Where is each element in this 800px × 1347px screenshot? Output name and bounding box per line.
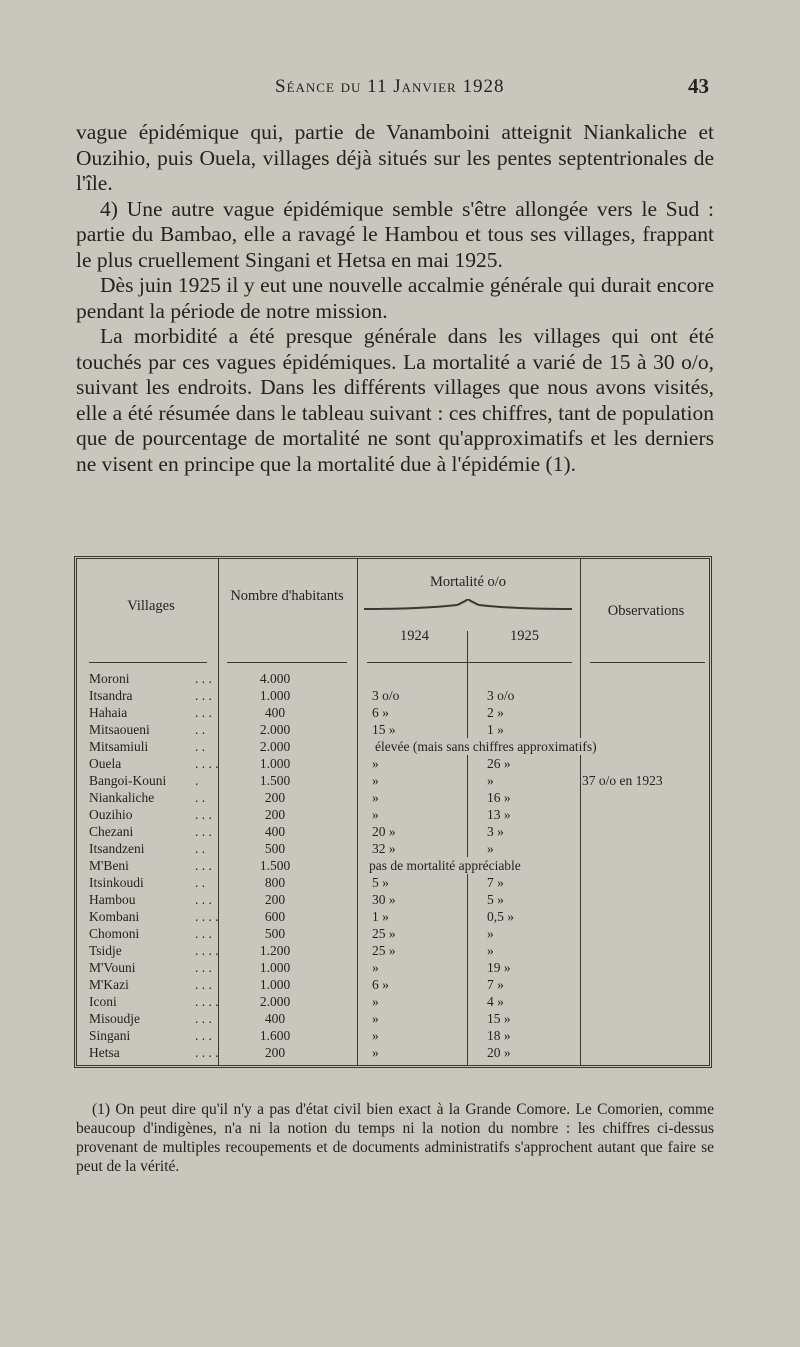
- habitants-cell: 1.500: [259, 773, 291, 788]
- leader-dots: . . .: [195, 977, 212, 992]
- header-mortalite: Mortalité o/o: [429, 574, 507, 590]
- span-mitsamiuli: élevée (mais sans chiffres approximatifs): [375, 739, 597, 754]
- table-row: [77, 1010, 709, 1027]
- habitants-cell: 400: [264, 824, 286, 839]
- village-cell: Singani: [89, 1028, 131, 1043]
- mortality-1925-cell: 20 »: [487, 1045, 511, 1060]
- table-row: [77, 806, 709, 823]
- mortality-1924-cell: 15 »: [372, 722, 396, 737]
- leader-dots: . . .: [195, 858, 212, 873]
- habitants-cell: 500: [264, 926, 286, 941]
- table-row: [77, 1027, 709, 1044]
- header-villages: Villages: [127, 598, 175, 614]
- mortality-1924-cell: 6 »: [372, 705, 389, 720]
- village-cell: M'Vouni: [89, 960, 136, 975]
- table-row: [77, 721, 709, 738]
- mortality-1925-cell: 18 »: [487, 1028, 511, 1043]
- village-cell: Ouela: [89, 756, 122, 771]
- running-title: Séance du 11 Janvier 1928: [275, 76, 505, 97]
- village-cell: Misoudje: [89, 1011, 141, 1026]
- header-brace: [362, 599, 574, 613]
- habitants-cell: 1.000: [259, 756, 291, 771]
- village-cell: Chezani: [89, 824, 134, 839]
- leader-dots: . .: [195, 841, 206, 856]
- leader-dots: . . .: [195, 705, 212, 720]
- leader-dots: . . .: [195, 926, 212, 941]
- village-cell: M'Kazi: [89, 977, 129, 992]
- mortality-1925-cell: 3 o/o: [487, 688, 515, 703]
- leader-dots: . .: [195, 739, 206, 754]
- mortality-1924-cell: »: [372, 1028, 379, 1043]
- village-cell: Kombani: [89, 909, 140, 924]
- paragraph-3: Dès juin 1925 il y eut une nouvelle accalmie générale qui durait encore pendant la période de notre mission.: [76, 273, 714, 323]
- header-rule: [89, 662, 207, 663]
- table-row: [77, 823, 709, 840]
- village-cell: Iconi: [89, 994, 117, 1009]
- leader-dots: . . . .: [195, 1045, 219, 1060]
- village-cell: Mitsamiuli: [89, 739, 149, 754]
- header-rule: [227, 662, 347, 663]
- paragraph-1: vague épidémique qui, partie de Vanamboini atteignit Niankaliche et Ouzihio, puis Ouela, villages déjà situés sur les pentes septentrionales de l'île.: [76, 120, 714, 195]
- mortality-1924-cell: »: [372, 994, 379, 1009]
- table-row: [77, 840, 709, 857]
- table-row: [77, 993, 709, 1010]
- paragraph-4: La morbidité a été presque générale dans les villages qui ont été touchés par ces vagues épidémiques. La mortalité a varié de 15 à 30 o/o, suivant les endroits. Dans les différents villages que nous avons visités, elle a été résumée dans le tableau suivant : ces chiffres, tant de population que de pourcentage de mortalité ne sont qu'approximatifs et les derniers ne visent en principe que la mortalité due à l'épidémie (1).: [76, 324, 714, 476]
- village-cell: Chomoni: [89, 926, 140, 941]
- header-1924: 1924: [400, 628, 429, 644]
- table-row: [77, 942, 709, 959]
- village-cell: Ouzihio: [89, 807, 133, 822]
- mortality-1924-cell: 5 »: [372, 875, 389, 890]
- table-row: [77, 687, 709, 704]
- village-cell: Mitsaoueni: [89, 722, 150, 737]
- table-row: [77, 670, 709, 687]
- table-row: [77, 959, 709, 976]
- habitants-cell: 200: [264, 892, 286, 907]
- habitants-cell: 4.000: [259, 671, 291, 686]
- page-header: [75, 74, 713, 104]
- habitants-cell: 400: [264, 1011, 286, 1026]
- habitants-cell: 200: [264, 1045, 286, 1060]
- mortality-1924-cell: 3 o/o: [372, 688, 400, 703]
- habitants-cell: 2.000: [259, 994, 291, 1009]
- mortality-1924-cell: »: [372, 773, 379, 788]
- mortality-1924-cell: 32 »: [372, 841, 396, 856]
- leader-dots: . . . .: [195, 756, 219, 771]
- mortality-1924-cell: 30 »: [372, 892, 396, 907]
- header-observations: Observations: [607, 603, 685, 619]
- table-row: [77, 925, 709, 942]
- table-row: [77, 1044, 709, 1061]
- leader-dots: . . . .: [195, 909, 219, 924]
- habitants-cell: 800: [264, 875, 286, 890]
- table-row: [77, 976, 709, 993]
- mortality-1925-cell: »: [487, 841, 494, 856]
- paragraph-2: 4) Une autre vague épidémique semble s'être allongée vers le Sud : partie du Bambao, elle a ravagé le Hambou et tous ses villages, frappant le plus cruellement Singani et Hetsa en mai 1925.: [76, 196, 714, 272]
- mortality-1925-cell: 26 »: [487, 756, 511, 771]
- mortality-1924-cell: 6 »: [372, 977, 389, 992]
- habitants-cell: 600: [264, 909, 286, 924]
- habitants-cell: 1.200: [259, 943, 291, 958]
- village-cell: Itsandzeni: [89, 841, 145, 856]
- habitants-cell: 1.000: [259, 960, 291, 975]
- table-row: [77, 772, 709, 789]
- mortality-table: [74, 556, 712, 1068]
- habitants-cell: 2.000: [259, 739, 291, 754]
- habitants-cell: 1.000: [259, 977, 291, 992]
- leader-dots: . . .: [195, 960, 212, 975]
- mortality-1924-cell: »: [372, 756, 379, 771]
- habitants-cell: 500: [264, 841, 286, 856]
- span-row: [77, 738, 709, 755]
- mortality-1924-cell: »: [372, 790, 379, 805]
- header-1925: 1925: [510, 628, 539, 644]
- leader-dots: . . . .: [195, 943, 219, 958]
- footnote: [76, 1100, 714, 1176]
- mortality-1924-cell: »: [372, 807, 379, 822]
- header-rule: [367, 662, 572, 663]
- table-row: [77, 755, 709, 772]
- habitants-cell: 1.000: [259, 688, 291, 703]
- mortality-1925-cell: 16 »: [487, 790, 511, 805]
- mortality-1925-cell: 3 »: [487, 824, 504, 839]
- village-cell: Moroni: [89, 671, 130, 686]
- habitants-cell: 1.500: [259, 858, 291, 873]
- mortality-1925-cell: »: [487, 943, 494, 958]
- leader-dots: . .: [195, 875, 206, 890]
- header-rule: [590, 662, 705, 663]
- mortality-1924-cell: 25 »: [372, 926, 396, 941]
- leader-dots: . . .: [195, 688, 212, 703]
- table-row: [77, 874, 709, 891]
- leader-dots: . .: [195, 790, 206, 805]
- table-row: [77, 891, 709, 908]
- mortality-1925-cell: 2 »: [487, 705, 504, 720]
- village-cell: Itsinkoudi: [89, 875, 144, 890]
- header-habitants: Nombre d'habitants: [230, 588, 344, 604]
- mortality-1925-cell: »: [487, 773, 494, 788]
- leader-dots: . . .: [195, 807, 212, 822]
- leader-dots: . . .: [195, 671, 212, 686]
- habitants-cell: 200: [264, 790, 286, 805]
- leader-dots: . . .: [195, 824, 212, 839]
- village-cell: Hahaia: [89, 705, 128, 720]
- mortality-1925-cell: 1 »: [487, 722, 504, 737]
- mortality-1924-cell: 1 »: [372, 909, 389, 924]
- page-number: 43: [688, 74, 709, 98]
- mortality-1924-cell: »: [372, 1045, 379, 1060]
- observations-cell: 37 o/o en 1923: [582, 773, 663, 788]
- habitants-cell: 400: [264, 705, 286, 720]
- village-cell: Hetsa: [89, 1045, 120, 1060]
- mortality-1925-cell: 13 »: [487, 807, 511, 822]
- village-cell: M'Beni: [89, 858, 129, 873]
- mortality-1925-cell: »: [487, 926, 494, 941]
- mortality-1925-cell: 5 »: [487, 892, 504, 907]
- span-mbeni: pas de mortalité appréciable: [369, 858, 521, 873]
- leader-dots: . .: [195, 722, 206, 737]
- table-grid: [77, 559, 709, 1065]
- mortality-1924-cell: »: [372, 1011, 379, 1026]
- mortality-1925-cell: 0,5 »: [487, 909, 514, 924]
- village-cell: Tsidje: [89, 943, 122, 958]
- habitants-cell: 200: [264, 807, 286, 822]
- leader-dots: . . .: [195, 1011, 212, 1026]
- village-cell: Hambou: [89, 892, 136, 907]
- mortality-1924-cell: 25 »: [372, 943, 396, 958]
- village-cell: Bangoi-Kouni: [89, 773, 167, 788]
- leader-dots: . . .: [195, 892, 212, 907]
- village-cell: Itsandra: [89, 688, 133, 703]
- table-row: [77, 704, 709, 721]
- table-row: [77, 908, 709, 925]
- table-row: [77, 789, 709, 806]
- leader-dots: . . .: [195, 1028, 212, 1043]
- mortality-1925-cell: 15 »: [487, 1011, 511, 1026]
- footnote-text: (1) On peut dire qu'il n'y a pas d'état civil bien exact à la Grande Comore. Le Comorien, comme beaucoup d'indigènes, n'a ni la notion du temps ni la notion du nombre : les chiffres ci-dessus provenant de multiples recoupements et de documents administratifs s'approchent autant que faire se peut de la vérité.: [76, 1101, 714, 1175]
- mortality-1924-cell: 20 »: [372, 824, 396, 839]
- leader-dots: . . . .: [195, 994, 219, 1009]
- leader-dots: .: [195, 773, 199, 788]
- habitants-cell: 2.000: [259, 722, 291, 737]
- habitants-cell: 1.600: [259, 1028, 291, 1043]
- mortality-1925-cell: 7 »: [487, 977, 504, 992]
- mortality-1925-cell: 4 »: [487, 994, 504, 1009]
- mortality-1925-cell: 19 »: [487, 960, 511, 975]
- body-text: [76, 120, 714, 477]
- mortality-1925-cell: 7 »: [487, 875, 504, 890]
- village-cell: Niankaliche: [89, 790, 155, 805]
- mortality-1924-cell: »: [372, 960, 379, 975]
- span-row: [77, 857, 709, 874]
